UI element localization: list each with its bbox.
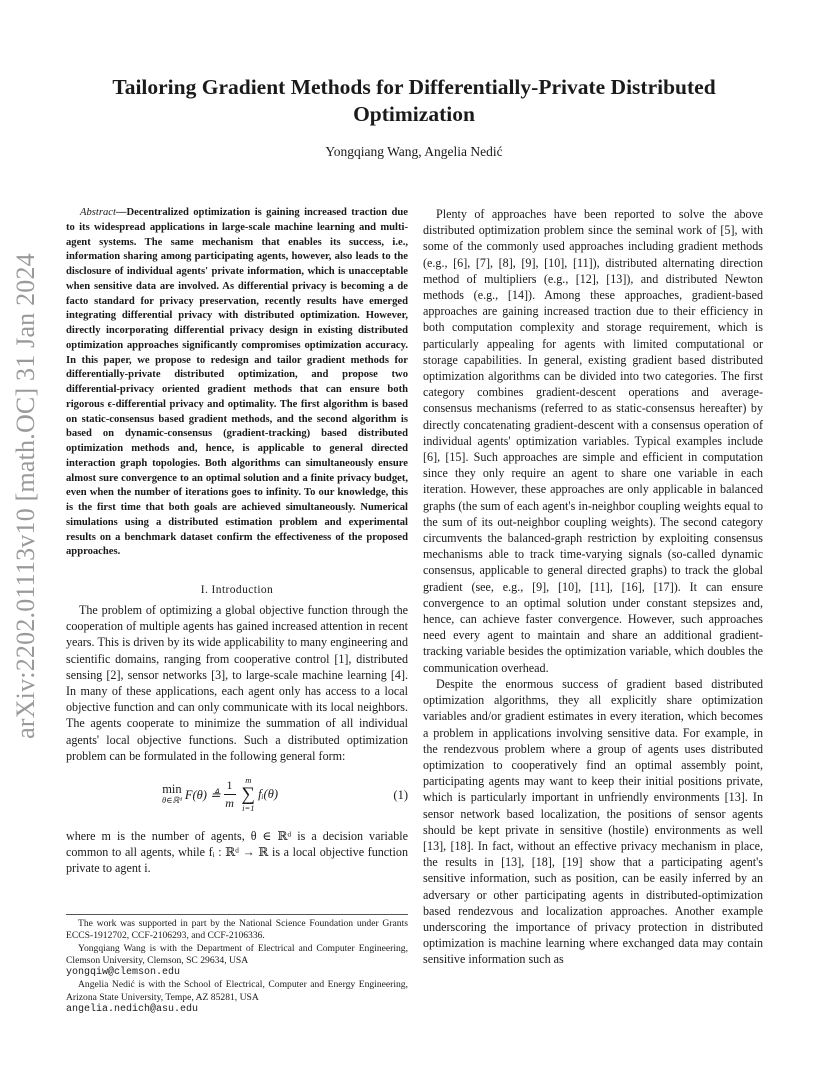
equation-number: (1) bbox=[393, 788, 408, 803]
arxiv-stamp: arXiv:2202.01113v10 [math.OC] 31 Jan 2024 bbox=[11, 253, 40, 739]
section-heading-introduction: I. Introduction bbox=[200, 584, 274, 596]
right-paragraph-1: Plenty of approaches have been reported to solve the above distributed optimization problem since the seminal work of [5], with some of the commonly used approaches including gradient methods (e.g., [6], [7], [8], [9], [10], [11]), distributed alternating direction method of multipliers (e.g., [12], [13]), and distributed Newton methods (e.g., [14]). Among these approaches, gradient-based approaches are gaining increased traction due to their efficiency in both computation complexity and storage requirement, which is particularly appealing for agents with limited computational or storage capabilities. In general, existing gradient based distributed optimization algorithms can be divided into two categories. The first category combines gradient-descent operations and average-consensus mechanisms (referred to as static-consensus hereafter) by directly concatenating gradient-descent with a consensus operation of individual agents' optimization variables. Typical examples include [6], [15]. Such approaches are simple and efficient in computation since they only require an agent to share one variable in each iteration. However, these approaches are only applicable in balanced graphs (the sum of each agent's in-neighbor coupling weights equal to the sum of its out-neighbor coupling weights). The second category circumvents the balanced-graph restriction by exploiting consensus mechanisms able to track time-varying signals (so-called dynamic consensus, applicable to general directed graphs) to track the global gradient (see, e.g., [9], [10], [11], [16], [17]). It can ensure convergence to an optimal solution under constant stepsizes and, hence, can achieve faster convergence. However, such approaches need every agent to maintain and share an additional gradient-tracking variable besides the optimization variable, which doubles the communication overhead. bbox=[423, 207, 763, 675]
footnote-funding: The work was supported in part by the National Science Foundation under Grants ECCS-1912702, CCF-2106293, and CCF-2106336. bbox=[66, 918, 408, 942]
email-link-1[interactable]: yongqiw@clemson.edu bbox=[66, 967, 181, 979]
left-column bbox=[66, 206, 408, 877]
equation-1 bbox=[66, 770, 408, 822]
right-paragraph-2: Despite the enormous success of gradient based distributed optimization algorithms, they all explicitly share optimization variables and/or gradient estimates in every iteration, which becomes a problem in applications involving sensitive data. For example, in the rendezvous problem where a group of agents uses distributed optimization to cooperatively find an optimal assembly point, participating agents may want to keep their initial positions private, which is particularly important in unfriendly environments [13]. In sensor network based localization, the positions of sensor agents should be kept private in sensitive (hostile) environments as well [13], [18]. In fact, without an effective privacy mechanism in place, the results in [13], [18], [19] show that a participating agent's sensitive information, such as position, can be easily inferred by an adversary or other participating agents in distributed-optimization based rendezvous and localization approaches. Another example underscoring the importance of privacy protection in distributed optimization is machine learning where exchanged data may contain sensitive information such as bbox=[423, 676, 763, 967]
abstract bbox=[66, 206, 408, 560]
abstract-label: Abstract bbox=[80, 207, 116, 218]
footnote-author-1: Yongqiang Wang is with the Department of Electrical and Computer Engineering, Clemson University, Clemson, SC 29634, USA yongqiw@clemson.edu bbox=[66, 942, 408, 979]
footnote-author-2: Angelia Nedić is with the School of Electrical, Computer and Energy Engineering, Arizona State University, Tempe, AZ 85281, USA angelia.nedich@asu.edu bbox=[66, 979, 408, 1016]
equation-rhs: fᵢ(θ) bbox=[258, 787, 279, 802]
intro-paragraph-1: The problem of optimizing a global objective function through the cooperation of multiple agents has gained increased attention in recent years. This is driven by its wide applicability to many engineering and scientific domains, ranging from cooperative control [1], distributed sensing [2], sensor networks [3], to large-scale machine learning [4]. In many of these applications, each agent only has access to a local objective function and can only communicate with its local neighbors. The agents cooperate to minimize the summation of all individual agents' local objective functions. Such a distributed optimization problem can be formulated in the following general form: bbox=[66, 603, 408, 763]
equation-fraction: $\frac{1}{m}$ bbox=[225, 778, 234, 811]
abstract-text: —Decentralized optimization is gaining increased traction due to its widespread applications in large-scale machine learning and multi-agent systems. The same mechanism that enables its success, i.e., information sharing among participating agents, however, also leads to the disclosure of individual agents' private information, which is unacceptable when sensitive data are involved. As differential privacy is becoming a de facto standard for privacy preservation, recently results have emerged integrating differential privacy with distributed optimization. However, directly incorporating differential privacy design in existing distributed optimization approaches significantly compromises optimization accuracy. In this paper, we propose to redesign and tailor gradient methods for differentially-private distributed optimization, and propose two differential-privacy oriented gradient methods that can ensure both rigorous ϵ-differential privacy and optimality. The first algorithm is based on static-consensus based gradient methods, and the second algorithm is based on dynamic-consensus (gradient-tracking) based distributed optimization methods and, hence, is applicable to general directed interaction graph topologies. Both algorithms can simultaneously ensure almost sure convergence to an optimal solution and a finite privacy budget, even when the number of iterations goes to infinity. To our knowledge, this is the first time that both goals are achieved simultaneously. Numerical simulations using a distributed estimation problem and experimental results on a benchmark dataset confirm the effectiveness of the proposed approaches. bbox=[66, 207, 408, 558]
equation-min-subscript: θ∈ℝᵈ bbox=[162, 794, 182, 805]
equation-min: min θ∈ℝᵈ bbox=[162, 781, 182, 805]
right-column bbox=[423, 206, 763, 968]
paper-title: Tailoring Gradient Methods for Differentially-Private Distributed Optimization bbox=[112, 75, 716, 126]
intro-paragraph-2: where m is the number of agents, θ ∈ ℝᵈ is a decision variable common to all agents, while fᵢ : ℝᵈ → ℝ is a local objective function private to agent i. bbox=[66, 829, 408, 876]
paper-authors: Yongqiang Wang, Angelia Nedić bbox=[325, 144, 503, 159]
equation-lhs: F(θ) ≜ bbox=[184, 787, 221, 802]
equation-summation: m ∑ i=1 bbox=[241, 775, 256, 814]
email-link-2[interactable]: angelia.nedich@asu.edu bbox=[66, 1004, 199, 1016]
footnotes bbox=[66, 914, 408, 1016]
